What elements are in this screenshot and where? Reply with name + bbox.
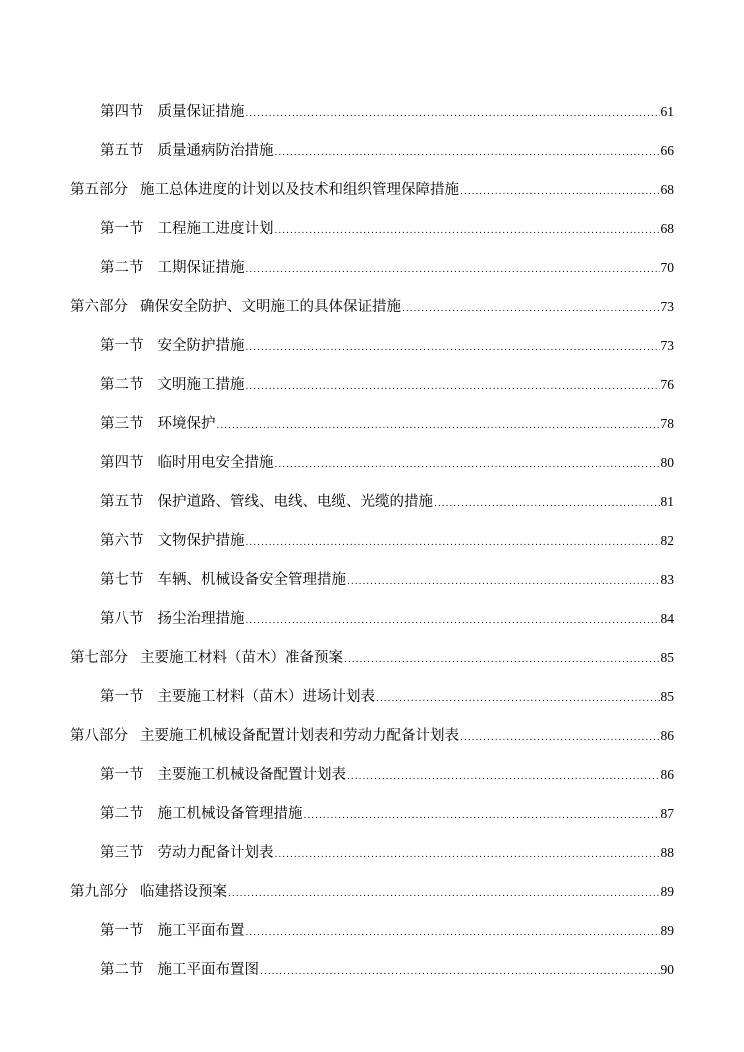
toc-leader-dots <box>246 914 660 953</box>
toc-entry-page: 78 <box>660 416 674 431</box>
toc-leader-dots <box>376 680 660 719</box>
toc-leader-dots <box>217 407 660 446</box>
toc-entry-title: 临建搭设预案 <box>140 884 227 900</box>
toc-leader-dots <box>460 719 660 758</box>
toc-leader-dots <box>402 290 660 329</box>
toc-leader-dots <box>275 836 660 875</box>
toc-entry-title: 临时用电安全措施 <box>157 455 274 471</box>
toc-part-entry[interactable] <box>70 638 674 677</box>
toc-entry-number: 第二节 <box>100 806 144 822</box>
toc-entry-title: 扬尘治理措施 <box>157 611 245 627</box>
toc-entry-page: 68 <box>660 182 674 197</box>
toc-entry-page: 73 <box>660 299 674 314</box>
toc-section-entry[interactable] <box>70 911 674 950</box>
toc-entry-number: 第六部分 <box>70 299 128 315</box>
toc-entry-page: 76 <box>660 377 674 392</box>
toc-entry-number: 第五节 <box>100 494 144 510</box>
toc-entry-page: 81 <box>660 494 674 509</box>
toc-section-entry[interactable] <box>70 404 674 443</box>
toc-part-entry[interactable] <box>70 287 674 326</box>
toc-entry-number: 第三节 <box>100 845 144 861</box>
toc-entry-number: 第九部分 <box>70 884 128 900</box>
toc-section-entry[interactable] <box>70 599 674 638</box>
toc-entry-page: 85 <box>660 689 674 704</box>
toc-entry-number: 第四节 <box>100 455 144 471</box>
toc-section-entry[interactable] <box>70 365 674 404</box>
toc-leader-dots <box>347 758 660 797</box>
toc-entry-page: 80 <box>660 455 674 470</box>
toc-entry-number: 第一节 <box>100 767 144 783</box>
toc-section-entry[interactable] <box>70 443 674 482</box>
table-of-contents <box>70 92 674 989</box>
toc-entry-title: 环境保护 <box>157 416 216 432</box>
toc-section-entry[interactable] <box>70 131 674 170</box>
toc-entry-number: 第七节 <box>100 572 144 588</box>
toc-leader-dots <box>260 953 660 992</box>
toc-entry-title: 质量保证措施 <box>157 104 245 120</box>
toc-entry-title: 质量通病防治措施 <box>157 143 274 159</box>
toc-section-entry[interactable] <box>70 794 674 833</box>
toc-leader-dots <box>460 173 660 212</box>
toc-section-entry[interactable] <box>70 755 674 794</box>
toc-entry-title: 工期保证措施 <box>157 260 245 276</box>
toc-entry-title: 工程施工进度计划 <box>157 221 274 237</box>
toc-entry-title: 主要施工材料（苗木）准备预案 <box>140 650 343 666</box>
toc-entry-page: 68 <box>660 221 674 236</box>
toc-entry-title: 主要施工材料（苗木）进场计划表 <box>157 689 375 705</box>
toc-entry-page: 90 <box>660 962 674 977</box>
toc-leader-dots <box>275 134 660 173</box>
toc-entry-number: 第五部分 <box>70 182 128 198</box>
toc-entry-title: 保护道路、管线、电线、电缆、光缆的措施 <box>157 494 433 510</box>
toc-section-entry[interactable] <box>70 326 674 365</box>
toc-entry-number: 第五节 <box>100 143 144 159</box>
toc-section-entry[interactable] <box>70 92 674 131</box>
toc-entry-title: 文物保护措施 <box>157 533 245 549</box>
toc-section-entry[interactable] <box>70 521 674 560</box>
toc-part-entry[interactable] <box>70 872 674 911</box>
toc-entry-number: 第八部分 <box>70 728 128 744</box>
toc-entry-page: 83 <box>660 572 674 587</box>
toc-section-entry[interactable] <box>70 209 674 248</box>
toc-entry-number: 第六节 <box>100 533 144 549</box>
toc-entry-title: 劳动力配备计划表 <box>157 845 274 861</box>
toc-entry-title: 安全防护措施 <box>157 338 245 354</box>
toc-entry-number: 第七部分 <box>70 650 128 666</box>
toc-leader-dots <box>304 797 660 836</box>
toc-entry-page: 86 <box>660 728 674 743</box>
toc-leader-dots <box>246 329 660 368</box>
toc-entry-page: 73 <box>660 338 674 353</box>
toc-leader-dots <box>246 251 660 290</box>
toc-section-entry[interactable] <box>70 833 674 872</box>
toc-leader-dots <box>434 485 660 524</box>
toc-entry-number: 第一节 <box>100 923 144 939</box>
toc-entry-title: 主要施工机械设备配置计划表 <box>157 767 346 783</box>
toc-entry-number: 第一节 <box>100 689 144 705</box>
toc-section-entry[interactable] <box>70 560 674 599</box>
toc-entry-page: 85 <box>660 650 674 665</box>
toc-entry-number: 第四节 <box>100 104 144 120</box>
toc-entry-number: 第二节 <box>100 260 144 276</box>
toc-entry-number: 第三节 <box>100 416 144 432</box>
toc-entry-number: 第二节 <box>100 962 144 978</box>
toc-leader-dots <box>275 212 660 251</box>
toc-entry-number: 第一节 <box>100 221 144 237</box>
toc-entry-page: 86 <box>660 767 674 782</box>
toc-entry-title: 主要施工机械设备配置计划表和劳动力配备计划表 <box>140 728 459 744</box>
toc-entry-page: 89 <box>660 923 674 938</box>
toc-section-entry[interactable] <box>70 950 674 989</box>
toc-section-entry[interactable] <box>70 482 674 521</box>
toc-leader-dots <box>246 524 660 563</box>
toc-entry-number: 第八节 <box>100 611 144 627</box>
toc-entry-number: 第二节 <box>100 377 144 393</box>
toc-leader-dots <box>347 563 660 602</box>
toc-entry-title: 确保安全防护、文明施工的具体保证措施 <box>140 299 401 315</box>
toc-section-entry[interactable] <box>70 677 674 716</box>
toc-entry-page: 89 <box>660 884 674 899</box>
toc-leader-dots <box>228 875 660 914</box>
toc-entry-page: 70 <box>660 260 674 275</box>
toc-entry-page: 66 <box>660 143 674 158</box>
toc-entry-title: 施工平面布置 <box>157 923 245 939</box>
toc-section-entry[interactable] <box>70 248 674 287</box>
toc-entry-title: 车辆、机械设备安全管理措施 <box>157 572 346 588</box>
toc-entry-page: 82 <box>660 533 674 548</box>
toc-entry-number: 第一节 <box>100 338 144 354</box>
toc-part-entry[interactable] <box>70 716 674 755</box>
toc-entry-title: 施工平面布置图 <box>157 962 259 978</box>
toc-entry-page: 61 <box>660 104 674 119</box>
toc-leader-dots <box>246 95 660 134</box>
toc-entry-page: 87 <box>660 806 674 821</box>
toc-entry-title: 文明施工措施 <box>157 377 245 393</box>
toc-entry-page: 88 <box>660 845 674 860</box>
toc-entry-title: 施工机械设备管理措施 <box>157 806 303 822</box>
toc-entry-page: 84 <box>660 611 674 626</box>
toc-leader-dots <box>246 368 660 407</box>
toc-part-entry[interactable] <box>70 170 674 209</box>
toc-leader-dots <box>275 446 660 485</box>
toc-entry-title: 施工总体进度的计划以及技术和组织管理保障措施 <box>140 182 459 198</box>
toc-leader-dots <box>246 602 660 641</box>
toc-leader-dots <box>344 641 660 680</box>
